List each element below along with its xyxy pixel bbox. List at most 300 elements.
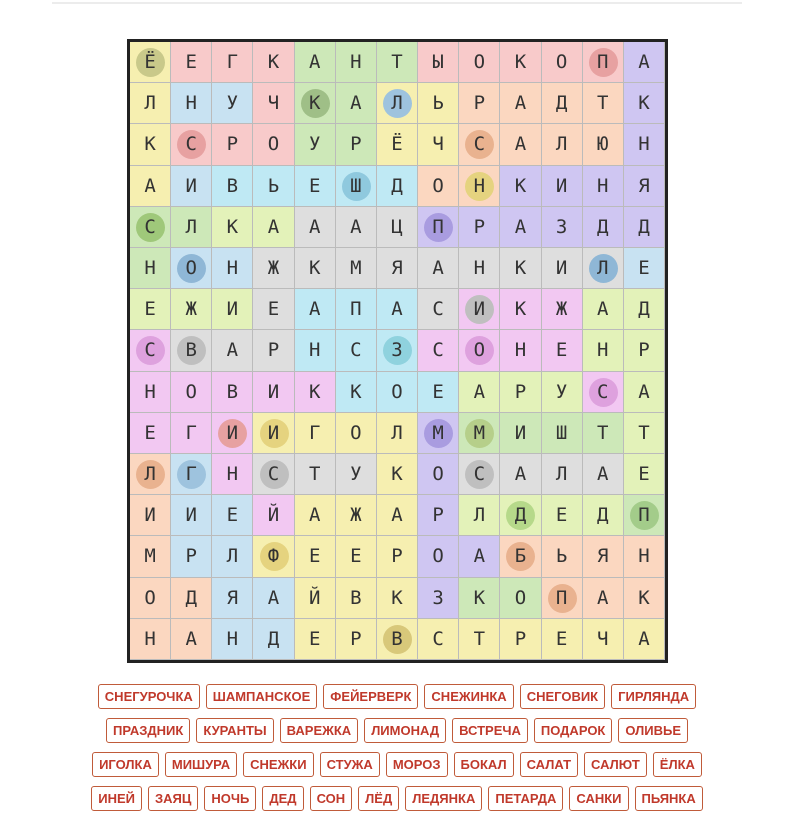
grid-cell[interactable] [212,207,253,248]
cell-letter: Л [597,257,609,280]
grid-cell[interactable] [418,454,459,495]
cell-letter: Ы [432,51,444,74]
grid-cell[interactable] [377,413,418,454]
grid-cell[interactable] [130,330,171,371]
cell-letter: М [350,257,362,280]
grid-cell[interactable] [624,124,665,165]
grid-cell[interactable] [624,330,665,371]
cell-letter: Н [308,339,321,362]
grid-cell[interactable] [336,166,377,207]
word-chip[interactable]: СНЕГУРОЧКА [98,684,200,709]
grid-cell[interactable] [212,42,253,83]
cell-letter: В [226,174,239,197]
grid-cell[interactable] [171,248,212,289]
grid-cell[interactable] [130,166,171,207]
grid-cell[interactable] [459,124,500,165]
word-chip[interactable]: ПЬЯНКА [635,786,703,811]
grid-cell[interactable] [500,372,541,413]
grid-cell[interactable] [459,454,500,495]
grid-cell[interactable] [295,330,336,371]
grid-cell[interactable] [583,536,624,577]
cell-letter: Ё [144,51,156,74]
grid-cell[interactable] [253,372,294,413]
cell-letter: З [391,339,403,362]
grid-cell[interactable] [295,578,336,619]
grid-cell[interactable] [624,248,665,289]
cell-letter: Л [473,504,486,527]
grid-cell[interactable] [171,83,212,124]
grid-cell[interactable] [583,248,624,289]
grid-cell[interactable] [253,454,294,495]
grid-cell[interactable] [624,372,665,413]
grid-cell[interactable] [377,42,418,83]
cell-letter: Д [514,504,527,527]
grid-cell[interactable] [336,578,377,619]
grid-cell[interactable] [171,330,212,371]
cell-letter: А [267,586,280,609]
cell-letter: Н [144,380,156,403]
cell-letter: А [350,92,362,115]
grid-cell[interactable] [171,454,212,495]
grid-cell[interactable] [130,248,171,289]
grid-cell[interactable] [336,83,377,124]
grid-cell[interactable] [500,619,541,660]
grid-cell[interactable] [583,619,624,660]
grid-cell[interactable] [253,578,294,619]
cell-letter: Е [555,504,568,527]
grid-cell[interactable] [377,536,418,577]
word-chip[interactable]: СНЕЖКИ [243,752,313,777]
grid-cell[interactable] [295,289,336,330]
grid-cell[interactable] [500,536,541,577]
grid-cell[interactable] [459,495,500,536]
word-chip[interactable]: ГИРЛЯНДА [611,684,696,709]
grid-cell[interactable] [295,42,336,83]
grid-cell[interactable] [130,413,171,454]
grid-cell[interactable] [500,207,541,248]
grid-cell[interactable] [295,124,336,165]
cell-letter: Л [144,92,156,115]
grid-cell[interactable] [459,42,500,83]
word-chip[interactable]: ЛЁД [358,786,399,811]
cell-letter: А [638,380,650,403]
grid-cell[interactable] [336,454,377,495]
grid-cell[interactable] [171,289,212,330]
cell-letter: Ч [597,627,609,650]
grid-cell[interactable] [377,578,418,619]
grid-cell[interactable] [500,166,541,207]
word-chip[interactable]: СОН [310,786,353,811]
cell-letter: С [144,339,156,362]
grid-cell[interactable] [212,372,253,413]
word-chip[interactable]: ЁЛКА [653,752,702,777]
grid-cell[interactable] [171,578,212,619]
grid-cell[interactable] [459,578,500,619]
grid-cell[interactable] [171,42,212,83]
grid-cell[interactable] [624,166,665,207]
grid-cell[interactable] [459,83,500,124]
grid-cell[interactable] [500,578,541,619]
cell-letter: В [391,627,403,650]
grid-cell[interactable] [583,413,624,454]
grid-cell[interactable] [418,495,459,536]
grid-cell[interactable] [583,166,624,207]
grid-cell[interactable] [295,413,336,454]
grid-cell[interactable] [212,248,253,289]
word-chip[interactable]: САНКИ [569,786,628,811]
grid-cell[interactable] [171,536,212,577]
cell-letter: С [473,463,486,486]
grid-cell[interactable] [542,413,583,454]
grid-cell[interactable] [171,372,212,413]
grid-cell[interactable] [212,619,253,660]
grid-cell[interactable] [212,536,253,577]
grid-cell[interactable] [624,578,665,619]
grid-cell[interactable] [171,495,212,536]
word-chip[interactable]: ВСТРЕЧА [452,718,528,743]
grid-cell[interactable] [418,289,459,330]
grid-cell[interactable] [377,330,418,371]
grid-cell[interactable] [418,166,459,207]
grid-cell[interactable] [583,330,624,371]
grid-cell[interactable] [500,454,541,495]
word-chip[interactable]: БОКАЛ [454,752,514,777]
grid-cell[interactable] [295,454,336,495]
grid-cell[interactable] [459,619,500,660]
cell-letter: Р [185,545,197,568]
grid-cell[interactable] [500,413,541,454]
grid-cell[interactable] [377,166,418,207]
cell-letter: Л [555,463,568,486]
word-chip[interactable]: СНЕЖИНКА [424,684,513,709]
grid-cell[interactable] [500,330,541,371]
grid-cell[interactable] [253,413,294,454]
grid-cell[interactable] [212,166,253,207]
grid-cell[interactable] [212,124,253,165]
cell-letter: П [638,504,650,527]
grid-cell[interactable] [295,166,336,207]
grid-cell[interactable] [295,83,336,124]
grid-cell[interactable] [459,248,500,289]
grid-cell[interactable] [212,578,253,619]
grid-cell[interactable] [459,166,500,207]
grid-cell[interactable] [418,83,459,124]
cell-letter: Д [391,174,403,197]
grid-cell[interactable] [212,83,253,124]
grid-cell[interactable] [130,289,171,330]
cell-letter: А [638,51,650,74]
grid-cell[interactable] [253,166,294,207]
grid-cell[interactable] [253,289,294,330]
grid-cell[interactable] [418,578,459,619]
cell-letter: Ч [267,92,280,115]
grid-cell[interactable] [542,166,583,207]
word-chip[interactable]: ФЕЙЕРВЕРК [323,684,418,709]
cell-letter: Ш [350,174,362,197]
grid-cell[interactable] [377,124,418,165]
grid-cell[interactable] [418,207,459,248]
grid-cell[interactable] [336,330,377,371]
word-row [0,718,794,743]
grid-cell[interactable] [295,536,336,577]
grid-cell[interactable] [624,83,665,124]
cell-letter: Й [267,504,280,527]
grid-cell[interactable] [624,42,665,83]
grid-cell[interactable] [171,207,212,248]
grid-cell[interactable] [295,207,336,248]
cell-letter: И [144,504,156,527]
cell-letter: Ё [391,133,403,156]
grid-cell[interactable] [377,83,418,124]
cell-letter: О [185,380,197,403]
grid-cell[interactable] [336,372,377,413]
grid-cell[interactable] [459,330,500,371]
cell-letter: К [308,380,321,403]
grid-cell[interactable] [542,42,583,83]
grid-cell[interactable] [583,578,624,619]
grid-cell[interactable] [295,495,336,536]
cell-letter: А [144,174,156,197]
grid-cell[interactable] [500,248,541,289]
grid-cell[interactable] [418,413,459,454]
grid-cell[interactable] [418,248,459,289]
grid-cell[interactable] [253,536,294,577]
grid-cell[interactable] [418,619,459,660]
grid-cell[interactable] [459,207,500,248]
cell-letter: А [308,504,321,527]
cell-letter: О [350,421,362,444]
grid-cell[interactable] [583,495,624,536]
grid-cell[interactable] [542,124,583,165]
word-chip[interactable]: ВАРЕЖКА [280,718,359,743]
cell-letter: Е [308,545,321,568]
grid-cell[interactable] [295,372,336,413]
grid-cell[interactable] [418,124,459,165]
grid-cell[interactable] [583,207,624,248]
grid-cell[interactable] [212,289,253,330]
cell-letter: Е [144,298,156,321]
cell-letter: Р [226,133,239,156]
word-chip[interactable]: ИГОЛКА [92,752,159,777]
grid-cell[interactable] [130,495,171,536]
grid-cell[interactable] [336,619,377,660]
cell-letter: И [555,174,568,197]
cell-letter: Л [391,92,403,115]
cell-letter: Я [391,257,403,280]
grid-cell[interactable] [336,536,377,577]
grid-cell[interactable] [624,413,665,454]
cell-letter: А [597,298,609,321]
cell-letter: А [350,215,362,238]
grid-cell[interactable] [377,495,418,536]
grid-cell[interactable] [130,619,171,660]
grid-cell[interactable] [500,83,541,124]
cell-letter: И [185,174,197,197]
grid-cell[interactable] [130,124,171,165]
grid-cell[interactable] [500,289,541,330]
cell-letter: Д [597,215,609,238]
cell-letter: С [432,339,444,362]
cell-letter: Ж [185,298,197,321]
cell-letter: Р [473,92,486,115]
cell-letter: Д [638,298,650,321]
grid-cell[interactable] [418,42,459,83]
word-chip[interactable]: ЛИМОНАД [364,718,446,743]
cell-letter: О [432,174,444,197]
grid-cell[interactable] [336,248,377,289]
cell-letter: Р [350,133,362,156]
word-chip[interactable]: ПРАЗДНИК [106,718,190,743]
cell-letter: Е [267,298,280,321]
grid-cell[interactable] [336,289,377,330]
grid-cell[interactable] [583,289,624,330]
word-chip[interactable]: МИШУРА [165,752,237,777]
grid-cell[interactable] [542,619,583,660]
grid-cell[interactable] [624,536,665,577]
word-list [0,684,794,820]
grid-cell[interactable] [624,207,665,248]
grid-cell[interactable] [336,495,377,536]
grid-cell[interactable] [624,619,665,660]
grid-cell[interactable] [336,42,377,83]
word-chip[interactable]: НОЧЬ [204,786,256,811]
cell-letter: Я [597,545,609,568]
cell-letter: К [308,257,321,280]
grid-cell[interactable] [253,248,294,289]
grid-cell[interactable] [377,207,418,248]
grid-cell[interactable] [542,248,583,289]
grid-cell[interactable] [459,289,500,330]
cell-letter: Ь [267,174,280,197]
cell-letter: У [308,133,321,156]
word-chip[interactable]: ШАМПАНСКОЕ [206,684,318,709]
grid-cell[interactable] [253,83,294,124]
grid-cell[interactable] [212,413,253,454]
grid-cell[interactable] [212,495,253,536]
word-chip[interactable]: ДЕД [262,786,303,811]
grid-cell[interactable] [130,454,171,495]
grid-cell[interactable] [295,619,336,660]
grid-cell[interactable] [542,207,583,248]
grid-cell[interactable] [624,289,665,330]
grid-cell[interactable] [130,372,171,413]
grid-cell[interactable] [624,454,665,495]
cell-letter: Д [185,586,197,609]
grid-cell[interactable] [418,372,459,413]
grid-cell[interactable] [253,619,294,660]
grid-cell[interactable] [130,207,171,248]
grid-cell[interactable] [295,248,336,289]
grid-cell[interactable] [336,413,377,454]
word-chip[interactable]: СТУЖА [320,752,380,777]
grid-cell[interactable] [624,495,665,536]
grid-cell[interactable] [130,536,171,577]
cell-letter: Н [473,174,486,197]
grid-cell[interactable] [500,42,541,83]
grid-cell[interactable] [542,83,583,124]
grid-cell[interactable] [253,495,294,536]
grid-cell[interactable] [336,207,377,248]
top-divider [52,2,742,4]
grid-cell[interactable] [377,454,418,495]
grid-cell[interactable] [418,330,459,371]
cell-letter: Я [638,174,650,197]
grid-cell[interactable] [171,124,212,165]
grid-cell[interactable] [542,578,583,619]
grid-cell[interactable] [459,372,500,413]
grid-cell[interactable] [377,248,418,289]
grid-cell[interactable] [500,495,541,536]
cell-letter: К [638,586,650,609]
grid-cell[interactable] [583,454,624,495]
word-chip[interactable]: ОЛИВЬЕ [618,718,688,743]
word-search-grid[interactable] [127,39,668,663]
grid-cell[interactable] [253,330,294,371]
grid-cell[interactable] [130,83,171,124]
grid-cell[interactable] [583,42,624,83]
grid-cell[interactable] [583,124,624,165]
grid-cell[interactable] [253,124,294,165]
cell-letter: Л [185,215,197,238]
grid-cell[interactable] [542,289,583,330]
cell-letter: Т [597,421,609,444]
word-chip[interactable]: САЛЮТ [584,752,647,777]
cell-letter: Ж [350,504,362,527]
grid-cell[interactable] [377,289,418,330]
cell-letter: И [514,421,527,444]
grid-cell[interactable] [542,330,583,371]
grid-cell[interactable] [418,536,459,577]
grid-cell[interactable] [542,495,583,536]
cell-letter: С [267,463,280,486]
cell-letter: И [226,421,239,444]
word-chip[interactable]: ЗАЯЦ [148,786,198,811]
word-chip[interactable]: ЛЕДЯНКА [405,786,482,811]
grid-cell[interactable] [253,207,294,248]
word-chip[interactable]: МОРОЗ [386,752,448,777]
grid-cell[interactable] [459,413,500,454]
cell-letter: И [185,504,197,527]
grid-cell[interactable] [212,330,253,371]
grid-cell[interactable] [171,166,212,207]
grid-cell[interactable] [130,42,171,83]
word-row [0,684,794,709]
grid-cell[interactable] [542,454,583,495]
word-chip[interactable]: СНЕГОВИК [520,684,605,709]
grid-cell[interactable] [583,83,624,124]
word-chip[interactable]: САЛАТ [520,752,578,777]
grid-cell[interactable] [459,536,500,577]
word-chip[interactable]: КУРАНТЫ [196,718,273,743]
grid-cell[interactable] [171,619,212,660]
grid-cell[interactable] [336,124,377,165]
word-chip[interactable]: ПОДАРОК [534,718,612,743]
grid-cell[interactable] [212,454,253,495]
grid-cell[interactable] [377,372,418,413]
word-chip[interactable]: ПЕТАРДА [488,786,563,811]
grid-cell[interactable] [500,124,541,165]
grid-cell[interactable] [377,619,418,660]
cell-letter: А [514,463,527,486]
grid-cell[interactable] [542,536,583,577]
grid-cell[interactable] [542,372,583,413]
grid-cell[interactable] [171,413,212,454]
grid-cell[interactable] [130,578,171,619]
grid-cell[interactable] [583,372,624,413]
grid-cell[interactable] [253,42,294,83]
cell-letter: А [597,463,609,486]
word-chip[interactable]: ИНЕЙ [91,786,142,811]
